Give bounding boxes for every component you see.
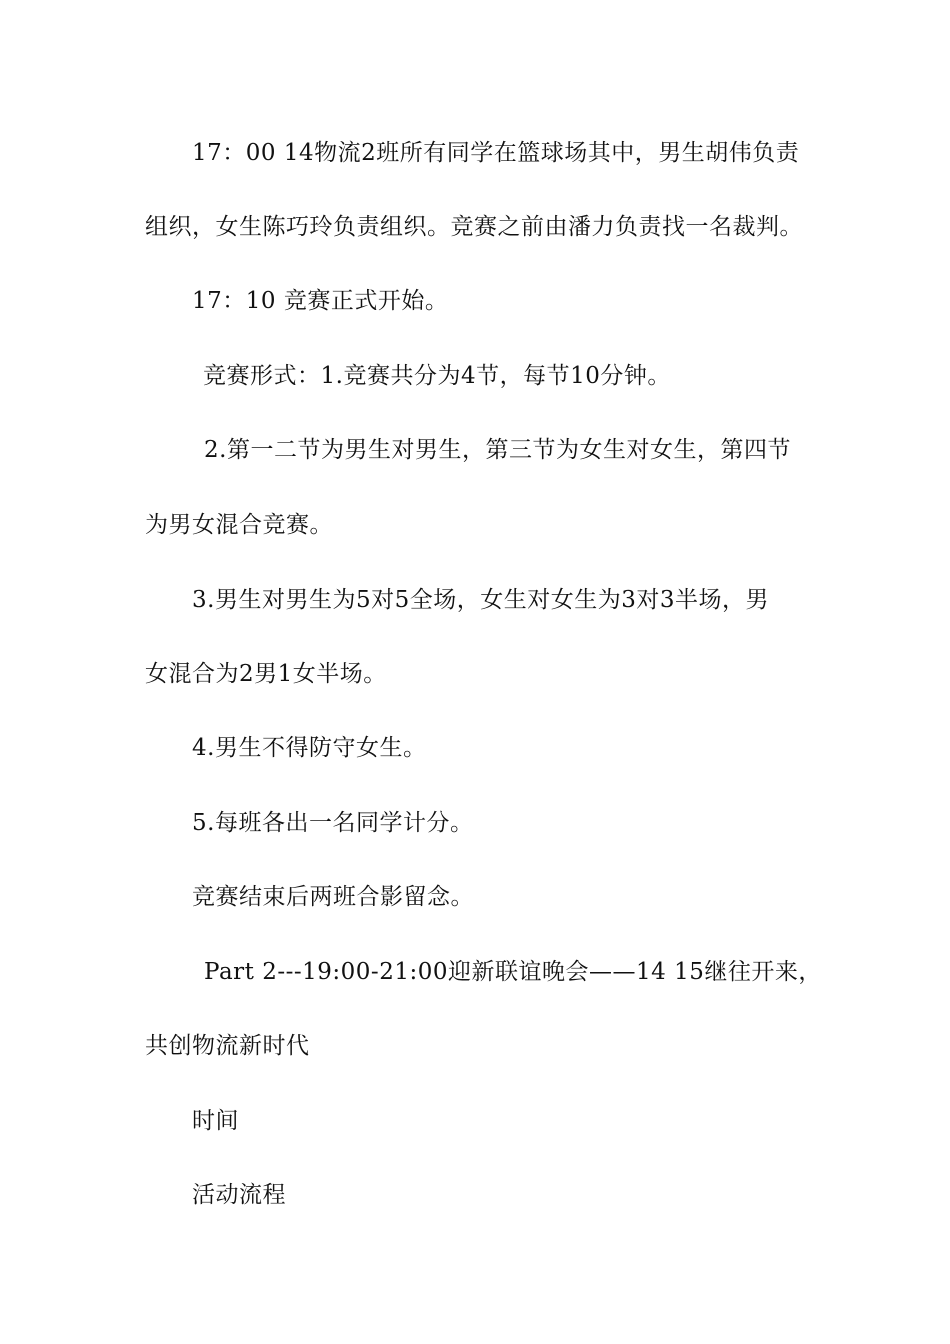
- paragraph-line: 时间: [192, 1108, 239, 1134]
- paragraph-line: 活动流程: [192, 1182, 286, 1208]
- paragraph-line: 4.男生不得防守女生。: [192, 735, 427, 761]
- paragraph-line: 组织，女生陈巧玲负责组织。竞赛之前由潘力负责找一名裁判。: [145, 214, 803, 240]
- paragraph-line: 竞赛形式：1.竞赛共分为4节，每节10分钟。: [203, 363, 671, 389]
- paragraph-line: 女混合为2男1女半场。: [145, 661, 387, 687]
- paragraph-line: 3.男生对男生为5对5全场，女生对女生为3对3半场，男: [192, 587, 769, 613]
- paragraph-line: Part 2---19:00-21:00迎新联谊晚会——14 15继往开来，: [204, 959, 822, 985]
- paragraph-line: 17：10 竞赛正式开始。: [192, 288, 449, 314]
- paragraph-line: 共创物流新时代: [145, 1033, 310, 1059]
- paragraph-line: 竞赛结束后两班合影留念。: [192, 884, 474, 910]
- paragraph-line: 5.每班各出一名同学计分。: [192, 810, 474, 836]
- paragraph-line: 为男女混合竞赛。: [145, 512, 333, 538]
- paragraph-line: 17：00 14物流2班所有同学在篮球场其中，男生胡伟负责: [192, 140, 800, 166]
- paragraph-line: 2.第一二节为男生对男生，第三节为女生对女生，第四节: [204, 437, 791, 463]
